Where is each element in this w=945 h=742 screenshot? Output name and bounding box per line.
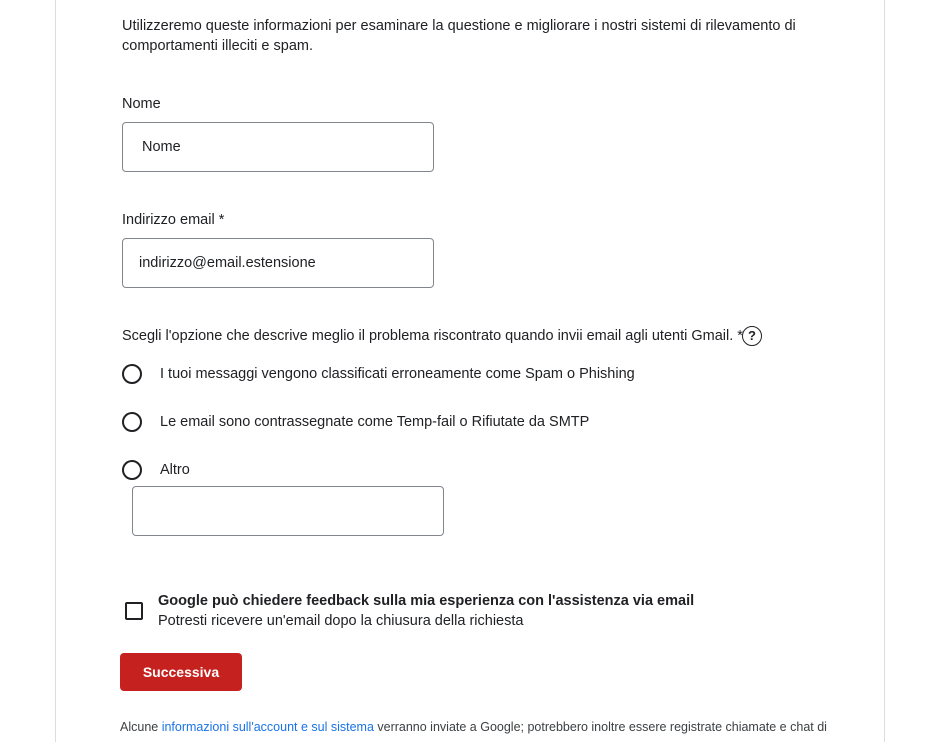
footer-suffix: verranno inviate a Google; potrebbero inoltre essere registrate chiamate e chat di [373, 720, 827, 734]
next-button[interactable]: Successiva [120, 653, 242, 691]
other-input[interactable] [132, 486, 444, 536]
option-label-smtp[interactable]: Le email sono contrassegnate come Temp-fail o Rifiutate da SMTP [160, 414, 590, 430]
name-input[interactable] [122, 122, 434, 172]
email-label: Indirizzo email * [122, 212, 225, 228]
feedback-checkbox[interactable] [125, 602, 143, 620]
account-info-link[interactable]: informazioni sull'account e sul sistema [161, 720, 374, 734]
feedback-subtitle: Potresti ricevere un'email dopo la chiusura della richiesta [158, 613, 524, 629]
footer-prefix: Alcune [120, 720, 162, 734]
radio-option-smtp[interactable] [122, 412, 142, 432]
radio-option-spam[interactable] [122, 364, 142, 384]
problem-question-label: Scegli l'opzione che descrive meglio il problema riscontrato quando invii email agli utenti Gmail. * [122, 328, 743, 344]
option-label-spam[interactable]: I tuoi messaggi vengono classificati erroneamente come Spam o Phishing [160, 366, 635, 382]
footer-disclaimer [120, 720, 827, 734]
feedback-title: Google può chiedere feedback sulla mia esperienza con l'assistenza via email [158, 593, 695, 609]
option-label-other[interactable]: Altro [160, 462, 190, 478]
name-label: Nome [122, 96, 161, 112]
radio-option-other[interactable] [122, 460, 142, 480]
help-icon[interactable]: ? [742, 326, 762, 346]
intro-text: Utilizzeremo queste informazioni per esaminare la questione e migliorare i nostri sistemi di rilevamento di comportamenti illeciti e spam. [122, 18, 796, 54]
email-input[interactable] [122, 238, 434, 288]
